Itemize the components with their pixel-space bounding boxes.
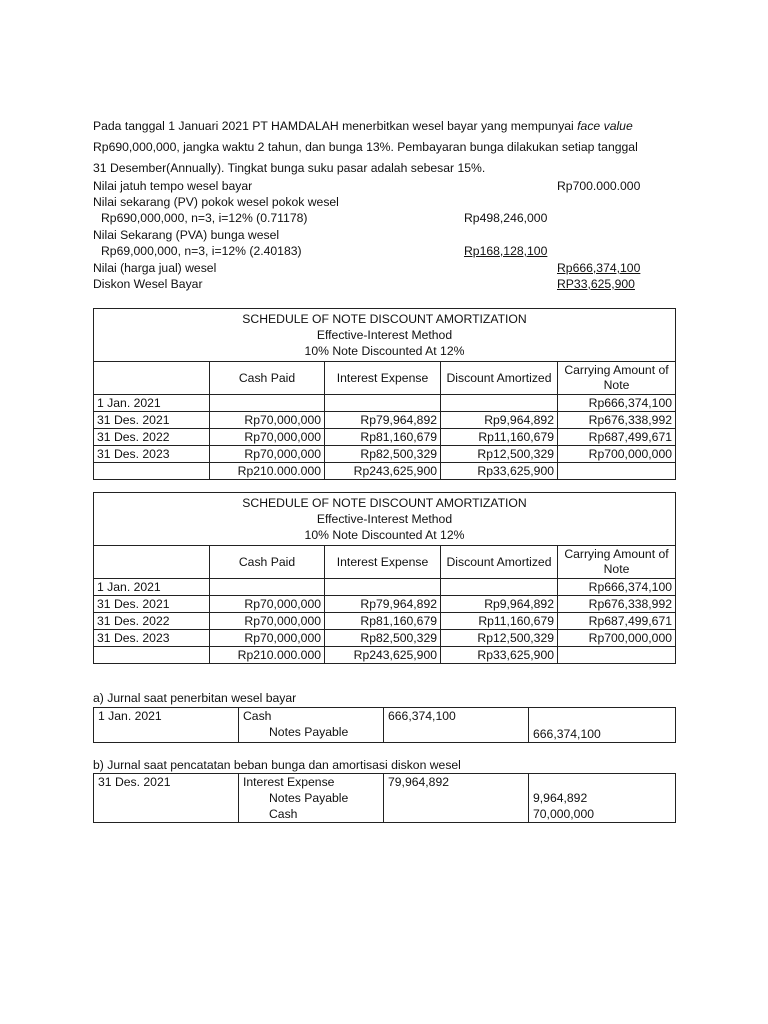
journal-a-table [93, 707, 676, 743]
journal-a-heading: a) Jurnal saat penerbitan wesel bayar [93, 691, 297, 705]
header-discount-amortized: Discount Amortized [441, 362, 558, 395]
journal-credit-amount: 70,000,000 [529, 806, 676, 823]
schedule-title: SCHEDULE OF NOTE DISCOUNT AMORTIZATION Effective-Interest Method 10% Note Discounted At 12% [94, 493, 676, 546]
schedule-title-row [94, 309, 676, 362]
intro-paragraph [93, 116, 683, 179]
journal-row [94, 806, 676, 823]
header-cash-paid: Cash Paid [210, 546, 325, 579]
discount-label: Diskon Wesel Bayar [93, 277, 203, 291]
header-interest-expense: Interest Expense [325, 546, 441, 579]
journal-date: 31 Des. 2021 [94, 774, 239, 791]
journal-credit-account: Notes Payable [239, 724, 384, 743]
header-interest-expense: Interest Expense [325, 362, 441, 395]
schedule-title-row [94, 493, 676, 546]
amortization-schedule-2 [93, 492, 676, 664]
header-carrying-amount: Carrying Amount of Note [558, 546, 676, 579]
header-date [94, 546, 210, 579]
pva-detail: Rp69,000,000, n=3, i=12% (2.40183) [101, 244, 302, 258]
table-total-row: Rp210.000.000 Rp243,625,900 Rp33,625,900 [94, 463, 676, 480]
header-discount-amortized: Discount Amortized [441, 546, 558, 579]
journal-debit-amount: 79,964,892 [384, 774, 529, 791]
table-row: 31 Des. 2022 Rp70,000,000 Rp81,160,679 Rp11,160,679 Rp687,499,671 [94, 429, 676, 446]
intro-italic: face value [577, 119, 633, 133]
amortization-schedule-1 [93, 308, 676, 480]
table-row: 1 Jan. 2021 Rp666,374,100 [94, 579, 676, 596]
pva-label: Nilai Sekarang (PVA) bunga wesel [93, 228, 280, 242]
journal-credit-account: Cash [239, 806, 384, 823]
journal-credit-amount: 9,964,892 [529, 790, 676, 806]
journal-debit-account: Cash [239, 708, 384, 725]
header-date [94, 362, 210, 395]
header-carrying-amount: Carrying Amount of Note [558, 362, 676, 395]
schedule-header-row [94, 546, 676, 579]
discount-value: RP33,625,900 [557, 277, 635, 291]
pva-value: Rp168,128,100 [464, 244, 548, 258]
header-cash-paid: Cash Paid [210, 362, 325, 395]
intro-line-2: Rp690,000,000, jangka waktu 2 tahun, dan bunga 13%. Pembayaran bunga dilakukan setiap tanggal [93, 140, 638, 154]
sell-value: Rp666,374,100 [557, 261, 641, 275]
schedule-header-row [94, 362, 676, 395]
table-row: 31 Des. 2023 Rp70,000,000 Rp82,500,329 Rp12,500,329 Rp700,000,000 [94, 446, 676, 463]
table-row: 1 Jan. 2021 Rp666,374,100 [94, 395, 676, 412]
pv-detail: Rp690,000,000, n=3, i=12% (0.71178) [101, 211, 308, 225]
journal-credit-account: Notes Payable [239, 790, 384, 806]
journal-row [94, 774, 676, 791]
journal-debit-account: Interest Expense [239, 774, 384, 791]
schedule-title: SCHEDULE OF NOTE DISCOUNT AMORTIZATION Effective-Interest Method 10% Note Discounted At 12% [94, 309, 676, 362]
journal-date: 1 Jan. 2021 [94, 708, 239, 725]
journal-credit-amount: 666,374,100 [529, 724, 676, 743]
maturity-label: Nilai jatuh tempo wesel bayar [93, 179, 253, 193]
table-row: 31 Des. 2021 Rp70,000,000 Rp79,964,892 Rp9,964,892 Rp676,338,992 [94, 596, 676, 613]
journal-row [94, 708, 676, 725]
pv-value: Rp498,246,000 [464, 211, 548, 225]
table-row: 31 Des. 2021 Rp70,000,000 Rp79,964,892 Rp9,964,892 Rp676,338,992 [94, 412, 676, 429]
journal-b-heading: b) Jurnal saat pencatatan beban bunga dan amortisasi diskon wesel [93, 758, 461, 772]
table-total-row: Rp210.000.000 Rp243,625,900 Rp33,625,900 [94, 647, 676, 664]
table-row: 31 Des. 2023 Rp70,000,000 Rp82,500,329 Rp12,500,329 Rp700,000,000 [94, 630, 676, 647]
journal-b-table [93, 773, 676, 823]
maturity-value: Rp700.000.000 [557, 179, 641, 193]
journal-debit-amount: 666,374,100 [384, 708, 529, 725]
pv-label: Nilai sekarang (PV) pokok wesel pokok wesel [93, 195, 339, 209]
intro-line-1: Pada tanggal 1 Januari 2021 PT HAMDALAH menerbitkan wesel bayar yang mempunyai face value [93, 119, 633, 133]
intro-line-3: 31 Desember(Annually). Tingkat bunga suku pasar adalah sebesar 15%. [93, 161, 486, 175]
sell-label: Nilai (harga jual) wesel [93, 261, 217, 275]
journal-row [94, 724, 676, 743]
journal-row [94, 790, 676, 806]
table-row: 31 Des. 2022 Rp70,000,000 Rp81,160,679 Rp11,160,679 Rp687,499,671 [94, 613, 676, 630]
